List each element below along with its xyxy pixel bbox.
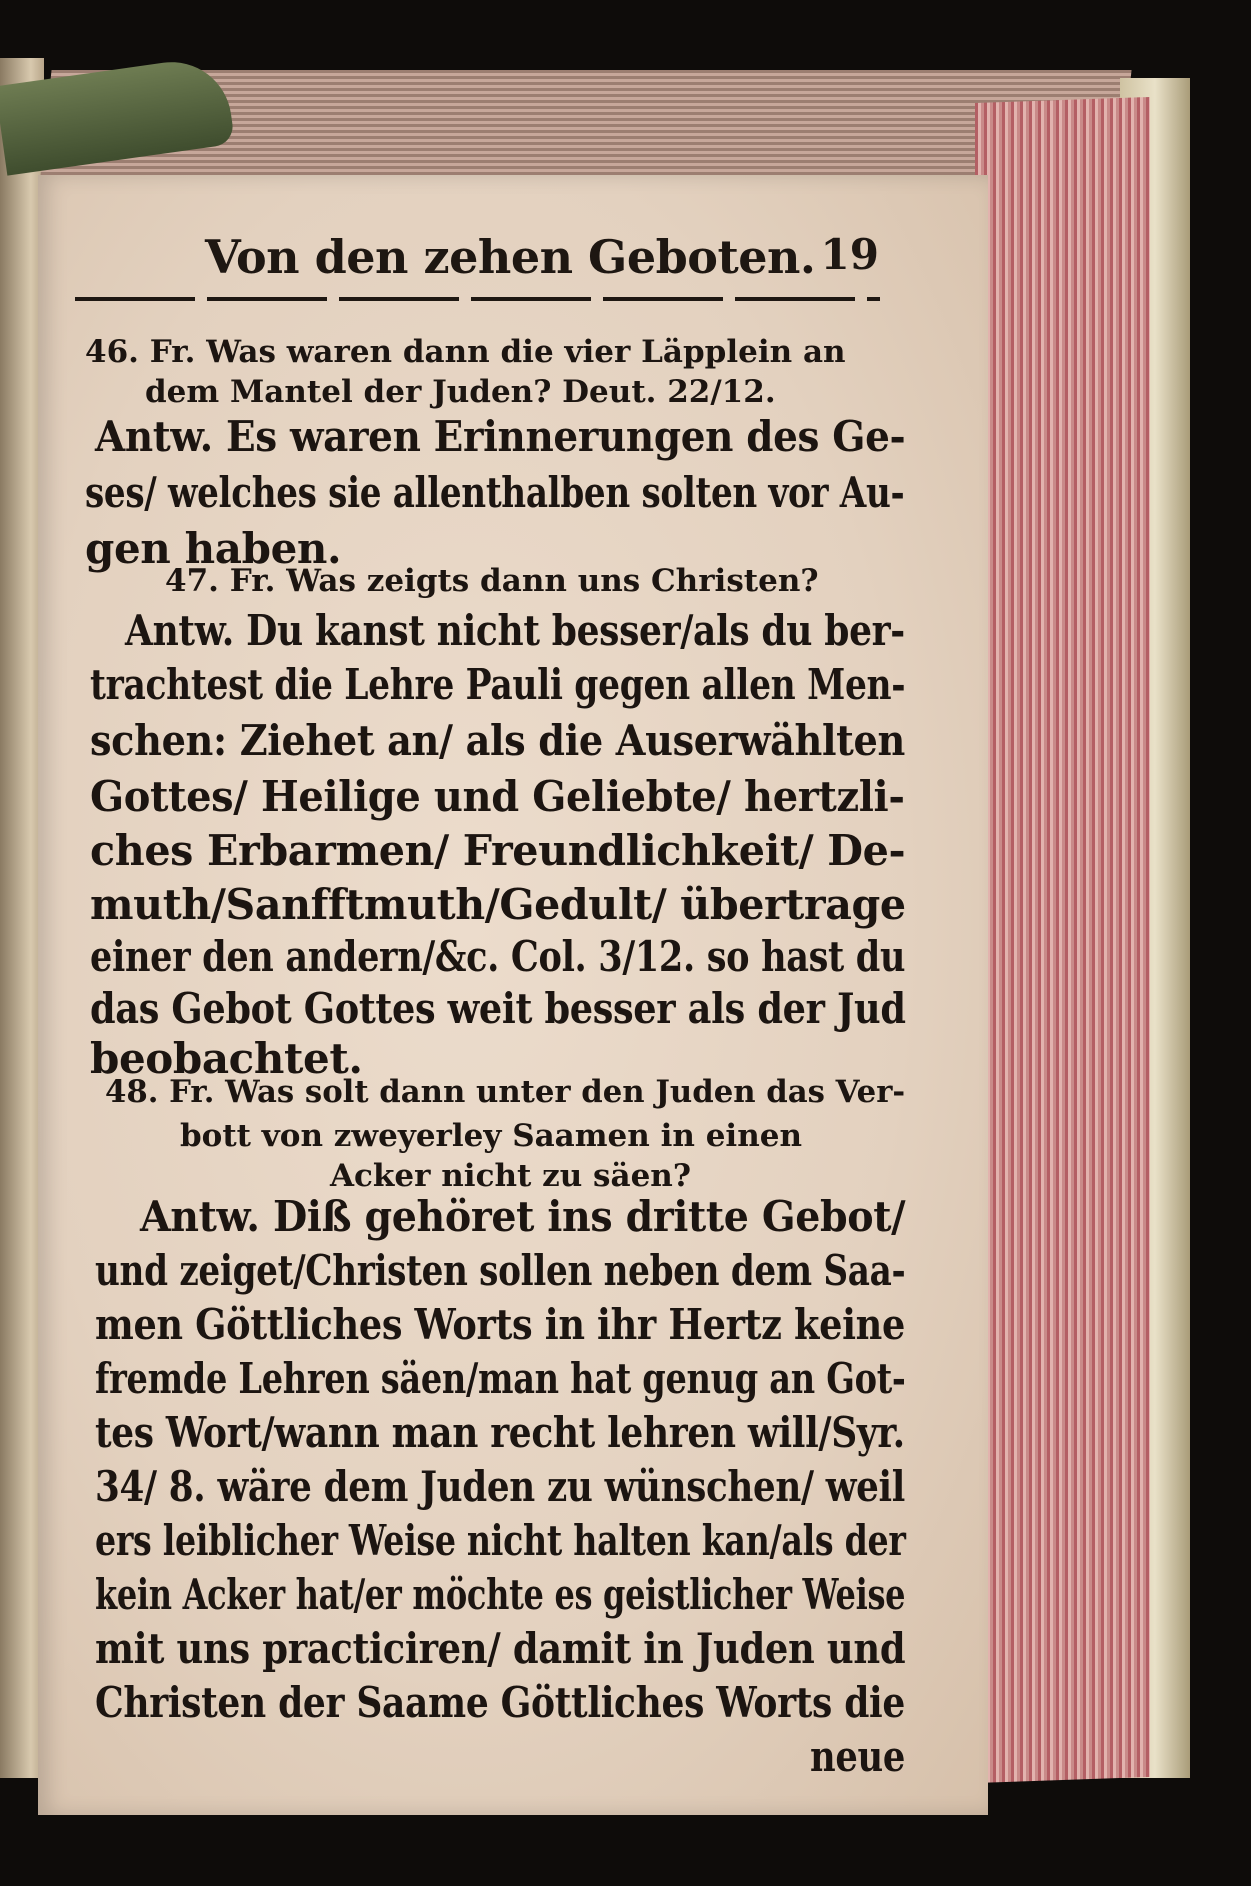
text-line: 48. Fr. Was solt dann unter den Juden das Ver- (105, 1074, 906, 1110)
text-line: bott von zweyerley Saamen in einen (180, 1118, 803, 1154)
text-line: tes Wort/wann man recht lehren will/Syr. (95, 1408, 905, 1457)
text-line: fremde Lehren säen/man hat genug an Got- (95, 1354, 906, 1403)
page-number: 19 (820, 230, 879, 279)
text-line: kein Acker hat/er möchte es geistlicher Weise (95, 1570, 906, 1619)
text-line: ers leiblicher Weise nicht halten kan/als der (95, 1516, 906, 1565)
text-line: muth/Sanfftmuth/Gedult/ übertrage (90, 880, 906, 929)
text-line: Christen der Saame Göttliches Worts die (95, 1678, 905, 1727)
text-line: Gottes/ Heilige und Geliebte/ hertzli- (90, 772, 905, 821)
text-line: dem Mantel der Juden? Deut. 22/12. (145, 374, 776, 410)
text-line: und zeiget/Christen sollen neben dem Saa- (95, 1246, 906, 1295)
text-line: das Gebot Gottes weit besser als der Jud (90, 984, 906, 1033)
text-line: 47. Fr. Was zeigts dann uns Christen? (165, 563, 819, 599)
catchword: neue (810, 1732, 905, 1781)
text-line: Antw. Du kanst nicht besser/als du ber- (125, 606, 905, 655)
text-line: schen: Ziehet an/ als die Auserwählten (90, 716, 905, 765)
text-line: Antw. Es waren Erinnerungen des Ge- (95, 412, 906, 461)
running-title: Von den zehen Geboten. (205, 230, 816, 284)
text-line: Antw. Diß gehöret ins dritte Gebot/ (140, 1192, 906, 1241)
text-line: 34/ 8. wäre dem Juden zu wünschen/ weil (95, 1462, 905, 1511)
text-line: trachtest die Lehre Pauli gegen allen Men- (90, 660, 906, 709)
text-line: ses/ welches sie allenthalben solten vor Au- (85, 468, 905, 517)
text-line: einer den andern/&c. Col. 3/12. so hast du (90, 932, 906, 981)
text-line: gen haben. (85, 524, 342, 573)
text-line: 46. Fr. Was waren dann die vier Läpplein an (85, 334, 846, 370)
text-line: ches Erbarmen/ Freundlichkeit/ De- (90, 826, 906, 875)
text-line: Acker nicht zu säen? (330, 1158, 691, 1194)
text-line: beobachtet. (90, 1034, 363, 1083)
text-line: men Göttliches Worts in ihr Hertz keine (95, 1300, 905, 1349)
text-line: mit uns practiciren/ damit in Juden und (95, 1624, 906, 1673)
